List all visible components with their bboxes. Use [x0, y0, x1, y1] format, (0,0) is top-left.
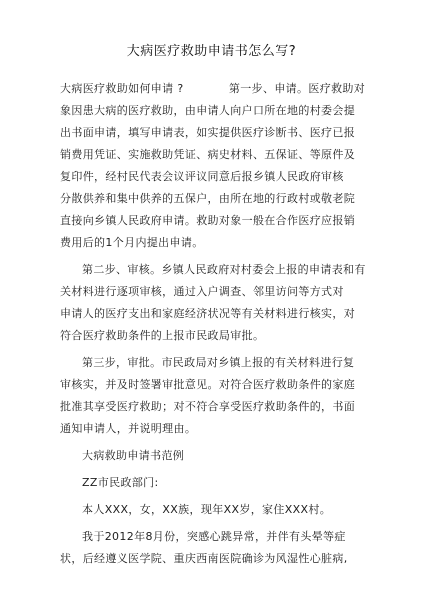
text-line: 第二步、审核。乡镇人民政府对村委会上报的申请表和有 [82, 263, 366, 276]
example-heading: 大病救助申请书范例 [82, 449, 185, 462]
text-line: 分散供养和集中供养的五保户，由所在地的行政村或敬老院 [60, 192, 356, 205]
recipient-line: ZZ市民政部门: [82, 476, 159, 489]
text-line: 通知申请人，并说明理由。 [60, 422, 197, 435]
text-line: 销费用凭证、实施救助凭证、病史材料、五保证、等原件及 [60, 148, 356, 161]
text-line: 审核实，并及时签署审批意见。对符合医疗救助条件的家庭 [60, 378, 356, 391]
text-line: 本人XXX，女，XX族，现年XX岁，家住XXX村。 [82, 503, 332, 516]
text-line: 我于2012年8月份，突感心跳异常，并伴有头晕等症 [82, 530, 346, 543]
text-line: 批准其享受医疗救助；对不符合享受医疗救助条件的，书面 [60, 400, 356, 413]
text-line: 状，后经遵义医学院、重庆西南医院确诊为风湿性心脏病, [60, 552, 348, 565]
text-line: 直接向乡镇人民政府申请。救助对象一般在合作医疗应报销 [60, 214, 356, 227]
text-line: 申请人的医疗支出和家庭经济状况等有关材料进行核实，对 [60, 307, 356, 320]
text-line: 象因患大病的医疗救助，由申请人向户口所在地的村委会提 [60, 104, 356, 117]
document-title: 大病医疗救助申请书怎么写? [126, 44, 297, 59]
text-line: 费用后的1个月内提出申请。 [60, 236, 204, 249]
text-line: 关材料进行逐项审核，通过入户调查、邻里访问等方式对 [60, 285, 344, 298]
text-line: 复印件，经村民代表会议评议同意后报乡镇人民政府审核 [60, 170, 344, 183]
text-line: 第三步，审批。市民政局对乡镇上报的有关材料进行复 [82, 356, 355, 369]
text-line: 出书面申请，填写申请表，如实提供医疗诊断书、医疗已报 [60, 126, 356, 139]
text-line: 大病医疗救助如何申请 ? 第一步、申请。医疗救助对 [60, 82, 366, 95]
text-line: 符合医疗救助条件的上报市民政局审批。 [60, 329, 265, 342]
